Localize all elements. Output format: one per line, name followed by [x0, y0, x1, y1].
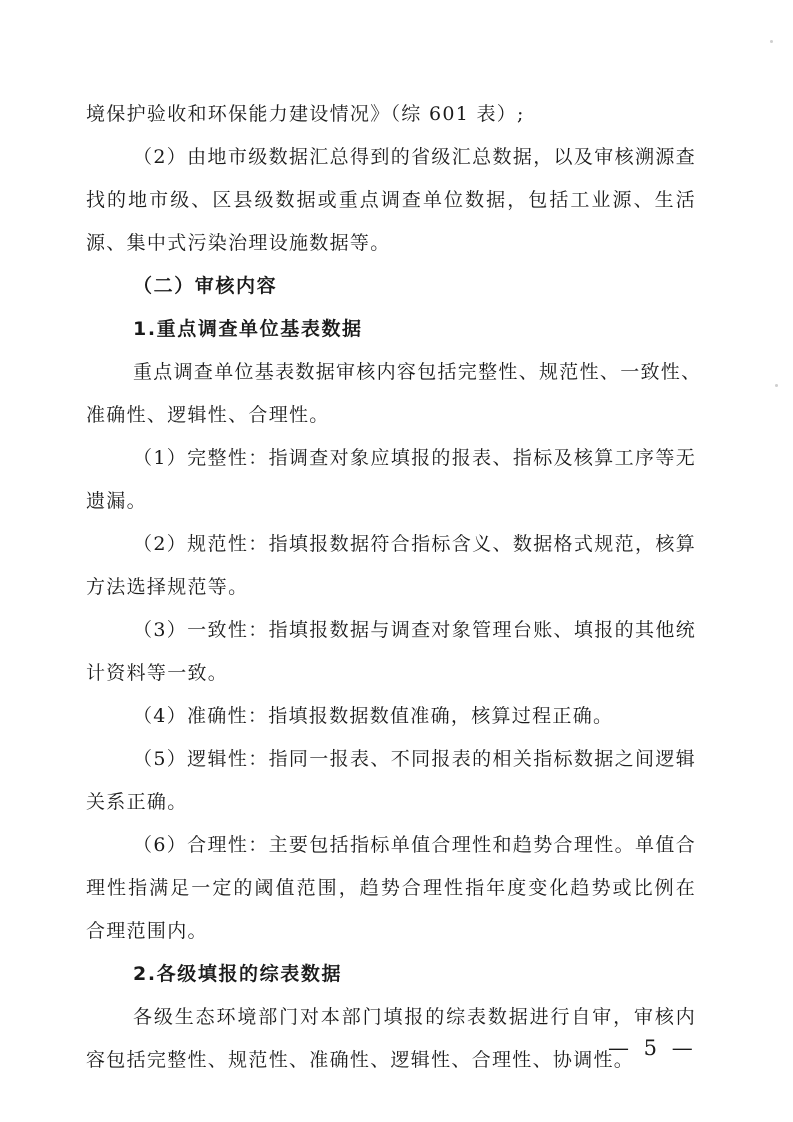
text-line: 遗漏。 [86, 490, 147, 512]
text-line: （6）合理性：主要包括指标单值合理性和趋势合理性。单值合 [133, 834, 696, 856]
text-line: 方法选择规范等。 [86, 576, 249, 598]
section-heading: （二）审核内容 [133, 275, 278, 297]
text-line: 各级生态环境部门对本部门填报的综表数据进行自审，审核内 [133, 1006, 696, 1028]
text-line: 源、集中式污染治理设施数据等。 [86, 232, 391, 254]
text-line: 准确性、逻辑性、合理性。 [86, 404, 330, 426]
text-line: （2）由地市级数据汇总得到的省级汇总数据，以及审核溯源查 [133, 146, 696, 168]
text-line: 找的地市级、区县级数据或重点调查单位数据，包括工业源、生活 [86, 189, 696, 211]
text-line: （2）规范性：指填报数据符合指标含义、数据格式规范，核算 [133, 533, 696, 555]
subsection-heading: 2.各级填报的综表数据 [133, 963, 343, 985]
scan-speck [770, 40, 773, 43]
text-line: 计资料等一致。 [86, 662, 229, 684]
text-line: （3）一致性：指填报数据与调查对象管理台账、填报的其他统 [133, 619, 696, 641]
text-line: （4）准确性：指填报数据数值准确，核算过程正确。 [133, 705, 614, 727]
text-line: 关系正确。 [86, 791, 188, 813]
text-line: 重点调查单位基表数据审核内容包括完整性、规范性、一致性、 [133, 361, 702, 383]
text-line: 容包括完整性、规范性、准确性、逻辑性、合理性、协调性。 [86, 1049, 635, 1071]
text-line: 境保护验收和环保能力建设情况》（综 601 表）; [86, 103, 525, 125]
text-line: 合理范围内。 [86, 920, 208, 942]
page-number: — 5 — [608, 1036, 697, 1060]
text-line: （1）完整性：指调查对象应填报的报表、指标及核算工序等无 [133, 447, 696, 469]
text-line: 理性指满足一定的阈值范围，趋势合理性指年度变化趋势或比例在 [86, 877, 696, 899]
subsection-heading: 1.重点调查单位基表数据 [133, 318, 363, 340]
text-line: （5）逻辑性：指同一报表、不同报表的相关指标数据之间逻辑 [133, 748, 696, 770]
scan-speck [775, 384, 778, 387]
